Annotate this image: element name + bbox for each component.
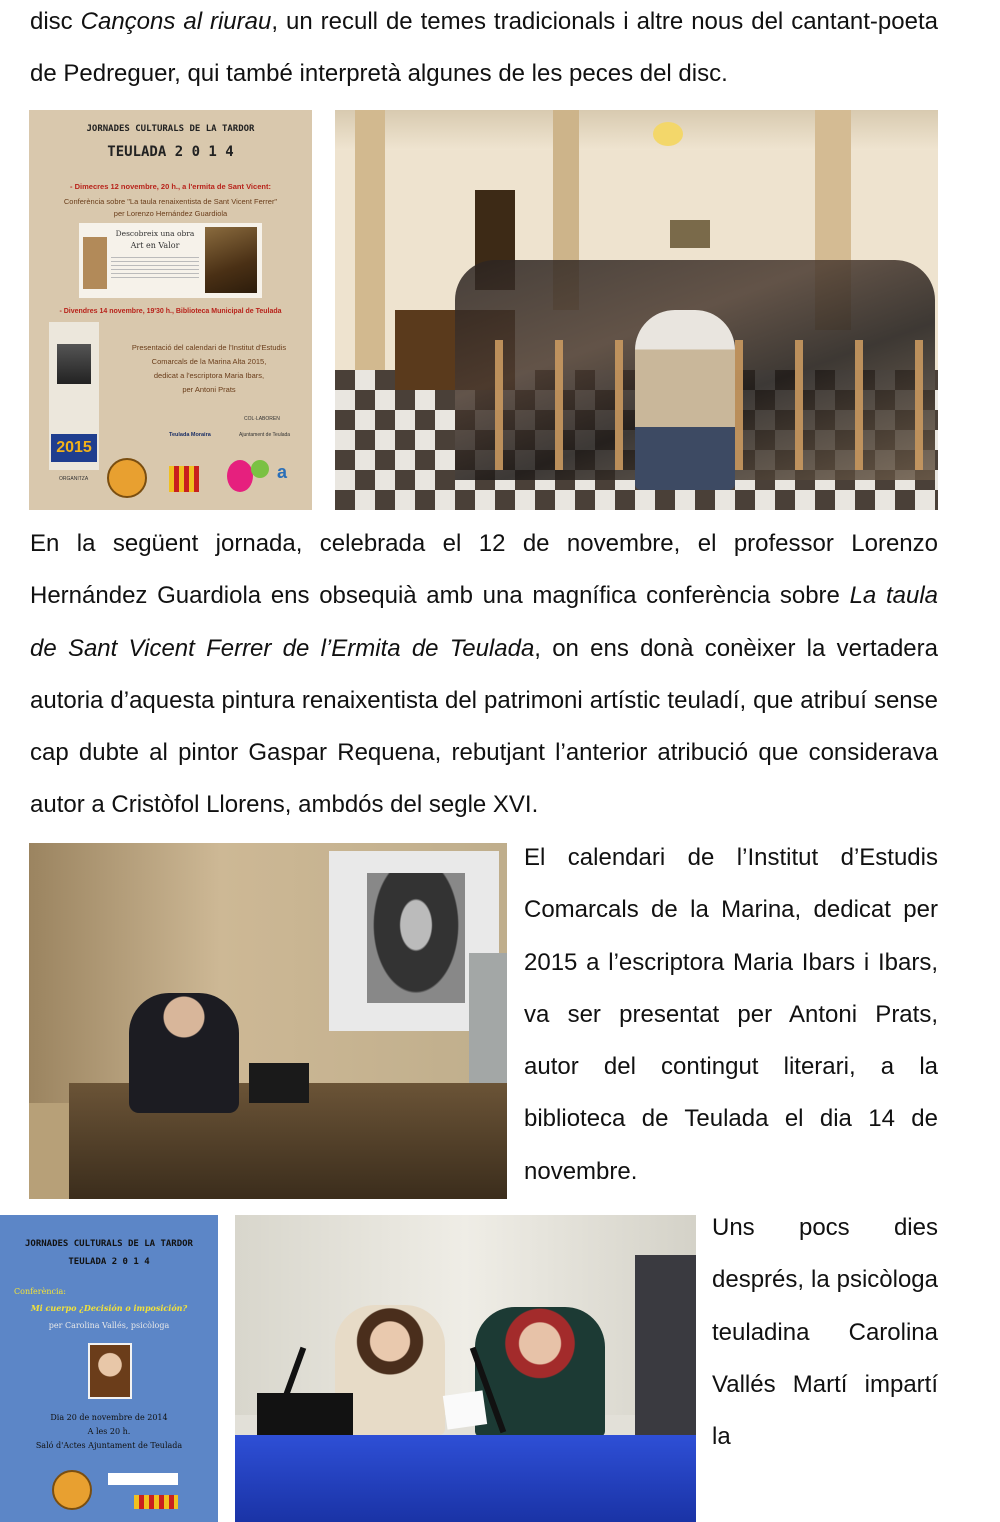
poster2-date-line1: Dia 20 de novembre de 2014 — [50, 1413, 168, 1422]
paragraph-intro-text: , un recull de temes tradicionals i altre nous del cantant-poeta de Pedreguer, qui també interpretà algunes de les peces del disc. — [30, 8, 938, 88]
poster2-date-line2: A les 20 h. — [87, 1427, 131, 1436]
album-title: Cançons al riurau — [80, 8, 272, 35]
paragraph-conference — [30, 518, 938, 832]
talk-poster-image — [0, 1215, 218, 1522]
paragraph-intro — [30, 0, 938, 101]
logo-pink — [227, 460, 253, 492]
logo-ajuntament: Ajuntament de Teulada — [239, 432, 291, 438]
paragraph-intro-prefix: disc — [30, 8, 81, 35]
saint-painting — [205, 227, 257, 293]
poster-event2-line2: Comarcals de la Marina Alta 2015, — [151, 357, 267, 366]
dark-panel — [635, 1255, 696, 1435]
paragraph-conference-text1: En la següent jornada, celebrada el 12 de novembre, el professor Lorenzo Hernández Guardiola ens obsequià amb una magnífica conferència sobre — [30, 530, 938, 610]
paragraph-psychology-text: Uns pocs dies després, la psicòloga teuladina Carolina Vallés Martí impartí la — [712, 1214, 938, 1451]
paragraph-calendar — [524, 832, 938, 1198]
poster-event2-heading: - Divendres 14 novembre, 19'30 h., Biblioteca Municipal de Teulada — [59, 308, 282, 315]
speaker — [129, 993, 239, 1113]
poster2-portrait — [88, 1343, 132, 1399]
chandelier — [653, 122, 683, 146]
poster-collab-label: COL·LABOREN — [244, 416, 280, 422]
poster2-speaker: per Carolina Vallés, psicòloga — [48, 1321, 170, 1330]
poster-title-line2: TEULADA 2 0 1 4 — [107, 144, 234, 160]
calendar-cover — [49, 322, 99, 470]
column-left — [355, 110, 385, 380]
paragraph-psychology — [712, 1202, 938, 1463]
blue-table-cloth — [235, 1435, 696, 1522]
poster-inner-panel — [79, 223, 262, 298]
poster-event2-line1: Presentació del calendari de l'Institut d'Estudis — [131, 343, 287, 352]
church-facade — [83, 237, 107, 289]
laptop — [249, 1063, 309, 1103]
poster2-date-line3: Saló d'Actes Ajuntament de Teulada — [35, 1441, 183, 1450]
library-presentation-photo — [29, 843, 507, 1199]
logo-badge — [107, 458, 147, 498]
poster2-title-line1: JORNADES CULTURALS DE LA TARDOR — [25, 1239, 193, 1249]
picture-wall — [670, 220, 710, 248]
calendar-year: 2015 — [51, 434, 97, 462]
poster2-label: Conferència: — [14, 1287, 66, 1296]
poster-event1-line2: per Lorenzo Hernández Guardiola — [113, 209, 228, 218]
event-poster-image — [29, 110, 312, 510]
poster-event2-line3: dedicat a l'escriptora Maria Ibars, — [153, 371, 265, 380]
logo-green — [251, 460, 269, 478]
projected-portrait — [367, 873, 465, 1003]
poster-title-line1: JORNADES CULTURALS DE LA TARDOR — [86, 124, 255, 134]
conference-audience-photo — [335, 110, 938, 510]
paper-sheet — [443, 1390, 487, 1429]
foreground-man — [635, 310, 735, 490]
poster-event1-heading: - Dimecres 12 novembre, 20 h., a l'ermita de Sant Vicent: — [70, 182, 271, 191]
poster-inner-line2: Art en Valor — [130, 241, 180, 250]
calendar-portrait — [57, 344, 91, 384]
poster-inner-line1: Descobreix una obra — [115, 229, 195, 238]
poster-event2-line4: per Antoni Prats — [182, 385, 236, 394]
poster-event1-line1: Conferència sobre "La taula renaixentista de Sant Vicent Ferrer" — [63, 197, 278, 206]
poster2-talk: Mi cuerpo ¿Decisión o imposición? — [30, 1303, 188, 1313]
poster2-logo-iecma — [134, 1495, 178, 1509]
paragraph-conference-text2: , on ens donà conèixer la vertadera autoria d’aquesta pintura renaixentista del patrimoni artístic teuladí, que atribuí sense cap dubte al pintor Gaspar Requena, rebutjant l’anterior atribució que considerava autor a Cristòfol Llorens, ambdós del segle XVI. — [30, 634, 938, 819]
poster2-logo-badge — [52, 1470, 92, 1510]
poster-organitza: ORGANITZA — [59, 476, 89, 482]
logo-teulada-moraira: Teulada Moraira — [169, 432, 211, 438]
poster2-title-line2: TEULADA 2 0 1 4 — [68, 1257, 150, 1267]
paragraph-calendar-text: El calendari de l’Institut d’Estudis Comarcals de la Marina, dedicat per 2015 a l’escriptora Maria Ibars i Ibars, va ser presentat per Antoni Prats, autor del contingut literari, a la biblioteca de Teulada el dia 14 de novembre. — [524, 844, 938, 1185]
poster-small-text — [111, 257, 199, 279]
psychology-talk-photo — [235, 1215, 696, 1522]
wall-light — [235, 1215, 696, 1415]
logo-blue-a: a — [277, 462, 288, 482]
logo-iecma — [169, 466, 199, 492]
poster2-logo-white — [108, 1473, 178, 1485]
conference-title: La taula de Sant Vicent Ferrer de l’Ermita de Teulada — [30, 582, 938, 662]
